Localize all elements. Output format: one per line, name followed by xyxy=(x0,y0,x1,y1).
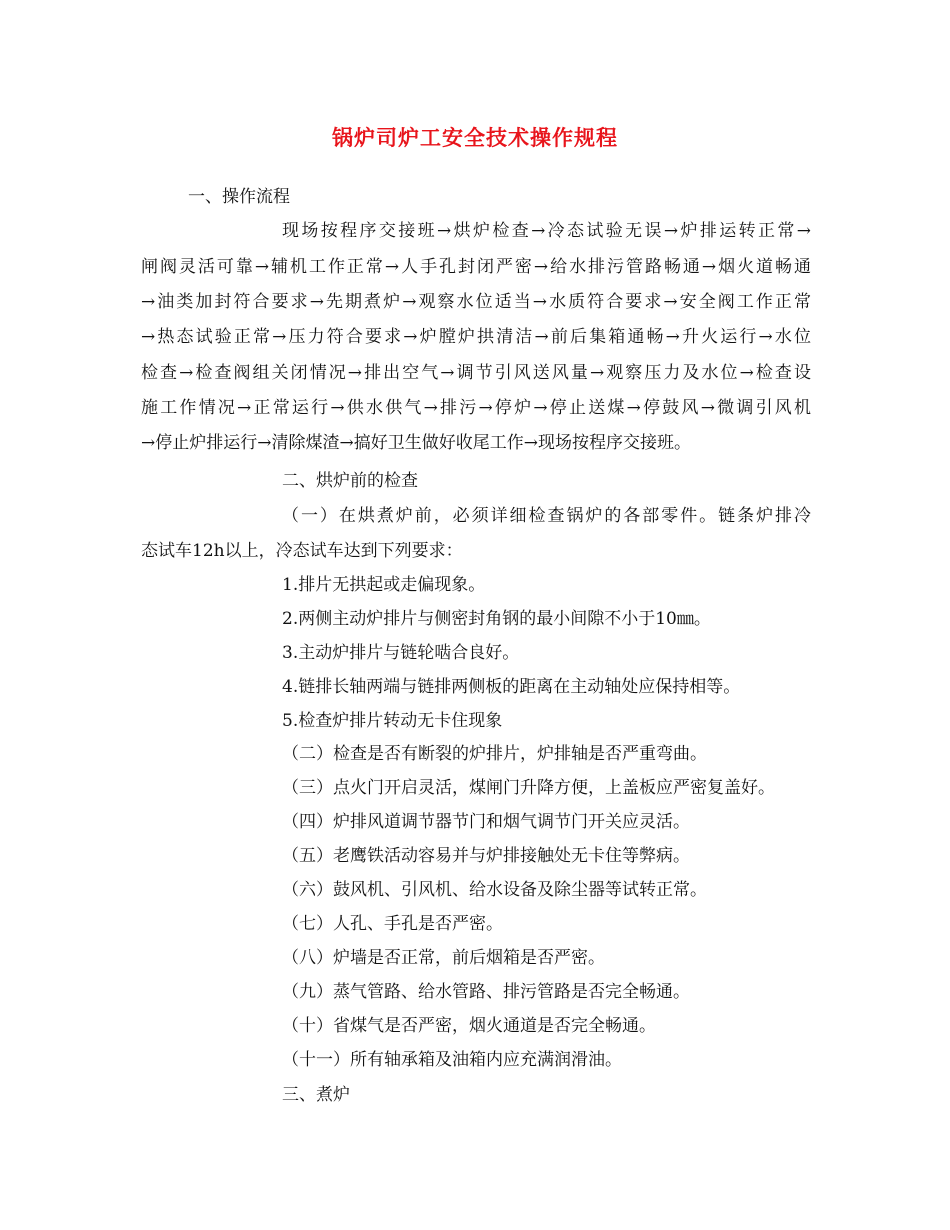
flow-line: 现场按程序交接班→烘炉检查→冷态试验无误→炉排运转正常→ xyxy=(282,221,811,241)
section-heading-2: 二、烘炉前的检查 xyxy=(282,471,418,491)
check-item: （七）人孔、手孔是否严密。 xyxy=(282,914,503,934)
page-title: 锅炉司炉工安全技术操作规程 xyxy=(332,125,618,150)
check-item: （三）点火门开启灵活，煤闸门升降方便，上盖板应严密复盖好。 xyxy=(282,778,775,798)
flow-line: →停止炉排运行→清除煤渣→搞好卫生做好收尾工作→现场按程序交接班。 xyxy=(141,433,691,453)
numbered-item: 5.检查炉排片转动无卡住现象 xyxy=(282,711,503,731)
flow-line: →油类加封符合要求→先期煮炉→观察水位适当→水质符合要求→安全阀工作正常 xyxy=(141,292,811,312)
intro-line: （一）在烘煮炉前，必须详细检查锅炉的各部零件。链条炉排冷 xyxy=(282,506,811,526)
check-item: （六）鼓风机、引风机、给水设备及除尘器等试转正常。 xyxy=(282,880,707,900)
flow-line: 施工作情况→正常运行→供水供气→排污→停炉→停止送煤→停鼓风→微调引风机 xyxy=(141,398,811,418)
intro-line: 态试车12h以上，冷态试车达到下列要求： xyxy=(141,541,463,561)
flow-line: 闸阀灵活可靠→辅机工作正常→人手孔封闭严密→给水排污管路畅通→烟火道畅通 xyxy=(141,257,811,277)
check-item: （八）炉墙是否正常，前后烟箱是否严密。 xyxy=(282,948,605,968)
check-item: （二）检查是否有断裂的炉排片，炉排轴是否严重弯曲。 xyxy=(282,744,707,764)
check-item: （九）蒸气管路、给水管路、排污管路是否完全畅通。 xyxy=(282,982,690,1002)
numbered-item: 3.主动炉排片与链轮啮合良好。 xyxy=(282,643,520,663)
flow-line: 检查→检查阀组关闭情况→排出空气→调节引风送风量→观察压力及水位→检查设 xyxy=(141,363,811,383)
numbered-item: 1.排片无拱起或走偏现象。 xyxy=(282,575,486,595)
check-item: （四）炉排风道调节器节门和烟气调节门开关应灵活。 xyxy=(282,812,690,832)
check-item: （五）老鹰铁活动容易并与炉排接触处无卡住等弊病。 xyxy=(282,846,690,866)
flow-line: →热态试验正常→压力符合要求→炉膛炉拱清洁→前后集箱通畅→升火运行→水位 xyxy=(141,327,811,347)
check-item: （十一）所有轴承箱及油箱内应充满润滑油。 xyxy=(282,1050,622,1070)
check-item: （十）省煤气是否严密，烟火通道是否完全畅通。 xyxy=(282,1016,656,1036)
section-heading-3: 三、煮炉 xyxy=(282,1085,350,1105)
numbered-item: 2.两侧主动炉排片与侧密封角钢的最小间隙不小于10㎜。 xyxy=(282,609,711,629)
section-heading-1: 一、操作流程 xyxy=(188,187,290,207)
numbered-item: 4.链排长轴两端与链排两侧板的距离在主动轴处应保持相等。 xyxy=(282,677,741,697)
